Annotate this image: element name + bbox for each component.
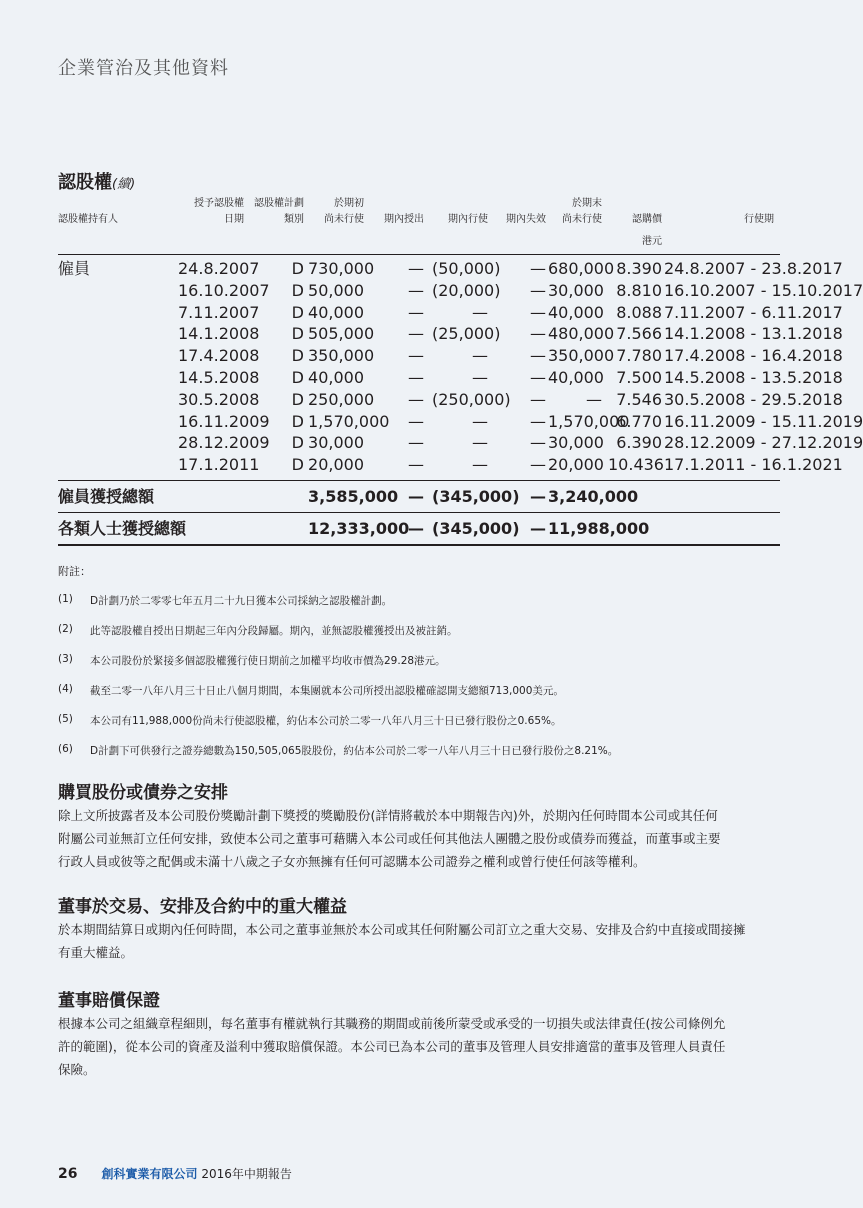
section-title-cont: (續) <box>112 177 136 192</box>
subtotal-rule <box>58 480 780 481</box>
cell-granted: — <box>408 389 424 409</box>
cell-close: 30,000 <box>548 433 604 453</box>
section-heading: 董事於交易、安排及合約中的重大權益 <box>58 897 347 917</box>
section-paragraph <box>58 918 782 964</box>
cell-plan: D <box>291 455 304 475</box>
table-row <box>58 346 843 366</box>
header-close-1: 於期末 <box>572 198 602 209</box>
section-heading: 董事賠償保證 <box>58 991 160 1011</box>
note-text: D計劃下可供發行之證券總數為150,505,065股股份，約佔本公司於二零一八年八月三十日已發行股份之8.21%。 <box>90 745 619 757</box>
cell-price: 8.088 <box>616 302 662 322</box>
cell-granted: — <box>408 259 424 278</box>
note-text: D計劃乃於二零零七年五月二十九日獲本公司採納之認股權計劃。 <box>90 595 393 607</box>
total-lapsed: — <box>530 519 546 538</box>
cell-lapsed: — <box>530 411 546 431</box>
cell-lapsed: — <box>530 280 546 300</box>
cell-open: 1,570,000 <box>308 411 390 431</box>
cell-granted: — <box>408 455 424 475</box>
paragraph-line: 保險。 <box>58 1062 96 1077</box>
cell-exercised: (25,000) <box>432 324 501 344</box>
header-grant-date-1: 授予認股權 <box>194 198 244 209</box>
cell-period: 28.12.2009 - 27.12.2019 <box>664 433 863 453</box>
notes-title: 附註： <box>58 565 91 578</box>
cell-plan: D <box>291 433 304 453</box>
table-row <box>58 368 843 387</box>
cell-close: 40,000 <box>548 368 604 387</box>
cell-exercised: (50,000) <box>432 259 501 278</box>
cell-exercised: — <box>472 368 488 387</box>
total-label: 各類人士獲授總額 <box>58 519 187 538</box>
paragraph-line: 附屬公司並無訂立任何安排，致使本公司之董事可藉購入本公司或任何其他法人團體之股份或債券而獲益，而董事或主要 <box>58 831 721 846</box>
subtotal-row <box>58 489 780 505</box>
cell-granted: — <box>408 324 424 344</box>
cell-date: 17.4.2008 <box>178 346 260 366</box>
cell-period: 7.11.2007 - 6.11.2017 <box>664 302 843 322</box>
header-price-1: 認購價 <box>632 214 662 225</box>
header-plan-1: 認股權計劃 <box>254 198 304 209</box>
cell-date: 17.1.2011 <box>178 455 260 475</box>
cell-date: 16.10.2007 <box>178 280 270 300</box>
table-row <box>58 280 863 300</box>
total-granted: — <box>408 519 424 538</box>
cell-lapsed: — <box>530 302 546 322</box>
cell-granted: — <box>408 280 424 300</box>
note-number: (6) <box>58 743 73 755</box>
subtotal-label: 僱員獲授總額 <box>58 487 155 506</box>
cell-date: 7.11.2007 <box>178 302 260 322</box>
header-open-1: 於期初 <box>334 198 364 209</box>
cell-price: 7.780 <box>616 346 662 366</box>
note-number: (5) <box>58 713 73 725</box>
cell-open: 40,000 <box>308 302 364 322</box>
footer-report: 2016年中期報告 <box>201 1167 292 1181</box>
page-number: 26 <box>58 1166 78 1182</box>
cell-close: 480,000 <box>548 324 615 344</box>
cell-price: 8.390 <box>616 259 662 278</box>
table-row <box>58 324 843 344</box>
cell-date: 30.5.2008 <box>178 389 260 409</box>
cell-close: 350,000 <box>548 346 615 366</box>
subtotal-granted: — <box>408 487 424 506</box>
cell-open: 50,000 <box>308 280 364 300</box>
cell-plan: D <box>291 280 304 300</box>
cell-date: 14.1.2008 <box>178 324 260 344</box>
cell-exercised: — <box>472 411 488 431</box>
cell-close: — <box>586 389 602 409</box>
cell-period: 17.4.2008 - 16.4.2018 <box>664 346 843 366</box>
total-exercised: (345,000) <box>432 519 520 538</box>
table-header-rule <box>58 254 780 255</box>
header-open-2: 尚未行使 <box>324 214 364 225</box>
cell-close: 40,000 <box>548 302 604 322</box>
header-period: 行使期 <box>744 214 774 225</box>
cell-date: 24.8.2007 <box>178 259 260 278</box>
paragraph-line: 根據本公司之組織章程細則，每名董事有權就執行其職務的期間或前後所蒙受或承受的一切損失或法律責任(按公司條例允 <box>58 1016 726 1031</box>
table-row <box>58 411 863 431</box>
cell-price: 8.810 <box>616 280 662 300</box>
cell-date: 14.5.2008 <box>178 368 260 387</box>
cell-granted: — <box>408 411 424 431</box>
cell-exercised: — <box>472 455 488 475</box>
cell-lapsed: — <box>530 455 546 475</box>
cell-lapsed: — <box>530 389 546 409</box>
cell-date: 28.12.2009 <box>178 433 270 453</box>
cell-period: 14.1.2008 - 13.1.2018 <box>664 324 843 344</box>
paragraph-line: 於本期間結算日或期內任何時間，本公司之董事並無於本公司或其任何附屬公司訂立之重大交易、安排及合約中直接或間接擁 <box>58 922 746 937</box>
total-open: 12,333,000 <box>308 519 410 538</box>
cell-price: 7.500 <box>616 368 662 387</box>
cell-price: 6.770 <box>616 411 662 431</box>
cell-exercised: — <box>472 346 488 366</box>
table-header <box>58 196 780 256</box>
row-holder: 僱員 <box>58 259 91 278</box>
cell-lapsed: — <box>530 346 546 366</box>
section-paragraph <box>58 1012 782 1081</box>
cell-lapsed: — <box>530 433 546 453</box>
cell-plan: D <box>291 389 304 409</box>
cell-open: 40,000 <box>308 368 364 387</box>
cell-lapsed: — <box>530 324 546 344</box>
total-close: 11,988,000 <box>548 519 650 538</box>
table-row <box>58 389 843 409</box>
cell-lapsed: — <box>530 259 546 278</box>
footer <box>58 1165 292 1182</box>
cell-price: 7.566 <box>616 324 662 344</box>
footer-company: 創科實業有限公司 <box>101 1167 198 1181</box>
cell-close: 1,570,000 <box>548 411 630 431</box>
note-number: (3) <box>58 653 73 665</box>
cell-plan: D <box>291 302 304 322</box>
paragraph-line: 除上文所披露者及本公司股份獎勵計劃下獎授的獎勵股份(詳情將載於本中期報告內)外，於期內任何時間本公司或其任何 <box>58 808 718 823</box>
subtotal-close: 3,240,000 <box>548 487 639 506</box>
cell-price: 7.546 <box>616 389 662 409</box>
cell-close: 30,000 <box>548 280 604 300</box>
cell-open: 505,000 <box>308 324 375 344</box>
cell-period: 30.5.2008 - 29.5.2018 <box>664 389 843 409</box>
note-text: 截至二零一八年八月三十日止八個月期間，本集團就本公司所授出認股權確認開支總額713,000美元。 <box>90 685 564 697</box>
cell-granted: — <box>408 346 424 366</box>
note-number: (1) <box>58 593 73 605</box>
section-title <box>58 168 135 194</box>
header-price-2: 港元 <box>642 236 662 247</box>
note-text: 本公司股份於緊接多個認股權獲行使日期前之加權平均收市價為29.28港元。 <box>90 655 446 667</box>
total-row <box>58 521 780 537</box>
cell-close: 20,000 <box>548 455 604 475</box>
cell-period: 24.8.2007 - 23.8.2017 <box>664 259 843 278</box>
cell-period: 16.10.2007 - 15.10.2017 <box>664 280 863 300</box>
cell-plan: D <box>291 324 304 344</box>
paragraph-line: 許的範圍)，從本公司的資產及溢利中獲取賠償保證。本公司已為本公司的董事及管理人員安排適當的董事及管理人員責任 <box>58 1039 726 1054</box>
header-granted: 期內授出 <box>384 214 424 225</box>
table-row <box>58 455 843 475</box>
cell-plan: D <box>291 346 304 366</box>
header-lapsed: 期內失效 <box>506 214 546 225</box>
table-row <box>58 259 843 278</box>
cell-period: 16.11.2009 - 15.11.2019 <box>664 411 863 431</box>
cell-open: 250,000 <box>308 389 375 409</box>
share-option-table <box>58 196 780 256</box>
cell-period: 17.1.2011 - 16.1.2021 <box>664 455 843 475</box>
note-text: 本公司有11,988,000份尚未行使認股權，約佔本公司於二零一八年八月三十日已發行股份之0.65%。 <box>90 715 562 727</box>
cell-period: 14.5.2008 - 13.5.2018 <box>664 368 843 387</box>
cell-open: 350,000 <box>308 346 375 366</box>
cell-open: 20,000 <box>308 455 364 475</box>
cell-exercised: (20,000) <box>432 280 501 300</box>
cell-exercised: (250,000) <box>432 389 511 409</box>
cell-date: 16.11.2009 <box>178 411 270 431</box>
section-heading: 購買股份或債券之安排 <box>58 783 228 803</box>
subtotal-open: 3,585,000 <box>308 487 399 506</box>
note-text: 此等認股權自授出日期起三年內分段歸屬。期內，並無認股權獲授出及被註銷。 <box>90 625 458 637</box>
table-row <box>58 302 843 322</box>
header-grant-date-2: 日期 <box>224 214 244 225</box>
table-row <box>58 433 863 453</box>
cell-exercised: — <box>472 302 488 322</box>
subtotal-lapsed: — <box>530 487 546 506</box>
cell-plan: D <box>291 259 304 278</box>
cell-plan: D <box>291 368 304 387</box>
paragraph-line: 有重大權益。 <box>58 945 134 960</box>
note-number: (2) <box>58 623 73 635</box>
header-exercised: 期內行使 <box>448 214 488 225</box>
section-title-text: 認股權 <box>58 172 112 193</box>
cell-granted: — <box>408 368 424 387</box>
header-holder: 認股權持有人 <box>58 214 118 225</box>
page-header: 企業管治及其他資料 <box>58 58 229 79</box>
subtotal-exercised: (345,000) <box>432 487 520 506</box>
header-plan-2: 類別 <box>284 214 304 225</box>
paragraph-line: 行政人員或彼等之配偶或未滿十八歲之子女亦無擁有任何可認購本公司證券之權利或曾行使任何該等權利。 <box>58 854 646 869</box>
cell-granted: — <box>408 302 424 322</box>
header-close-2: 尚未行使 <box>562 214 602 225</box>
cell-granted: — <box>408 433 424 453</box>
cell-price: 6.390 <box>616 433 662 453</box>
note-number: (4) <box>58 683 73 695</box>
cell-open: 30,000 <box>308 433 364 453</box>
cell-plan: D <box>291 411 304 431</box>
cell-close: 680,000 <box>548 259 615 278</box>
table-bottom-rule <box>58 544 780 546</box>
cell-price: 10.436 <box>608 455 664 475</box>
cell-open: 730,000 <box>308 259 375 278</box>
cell-exercised: — <box>472 433 488 453</box>
section-paragraph <box>58 804 782 873</box>
cell-lapsed: — <box>530 368 546 387</box>
total-rule <box>58 512 780 513</box>
